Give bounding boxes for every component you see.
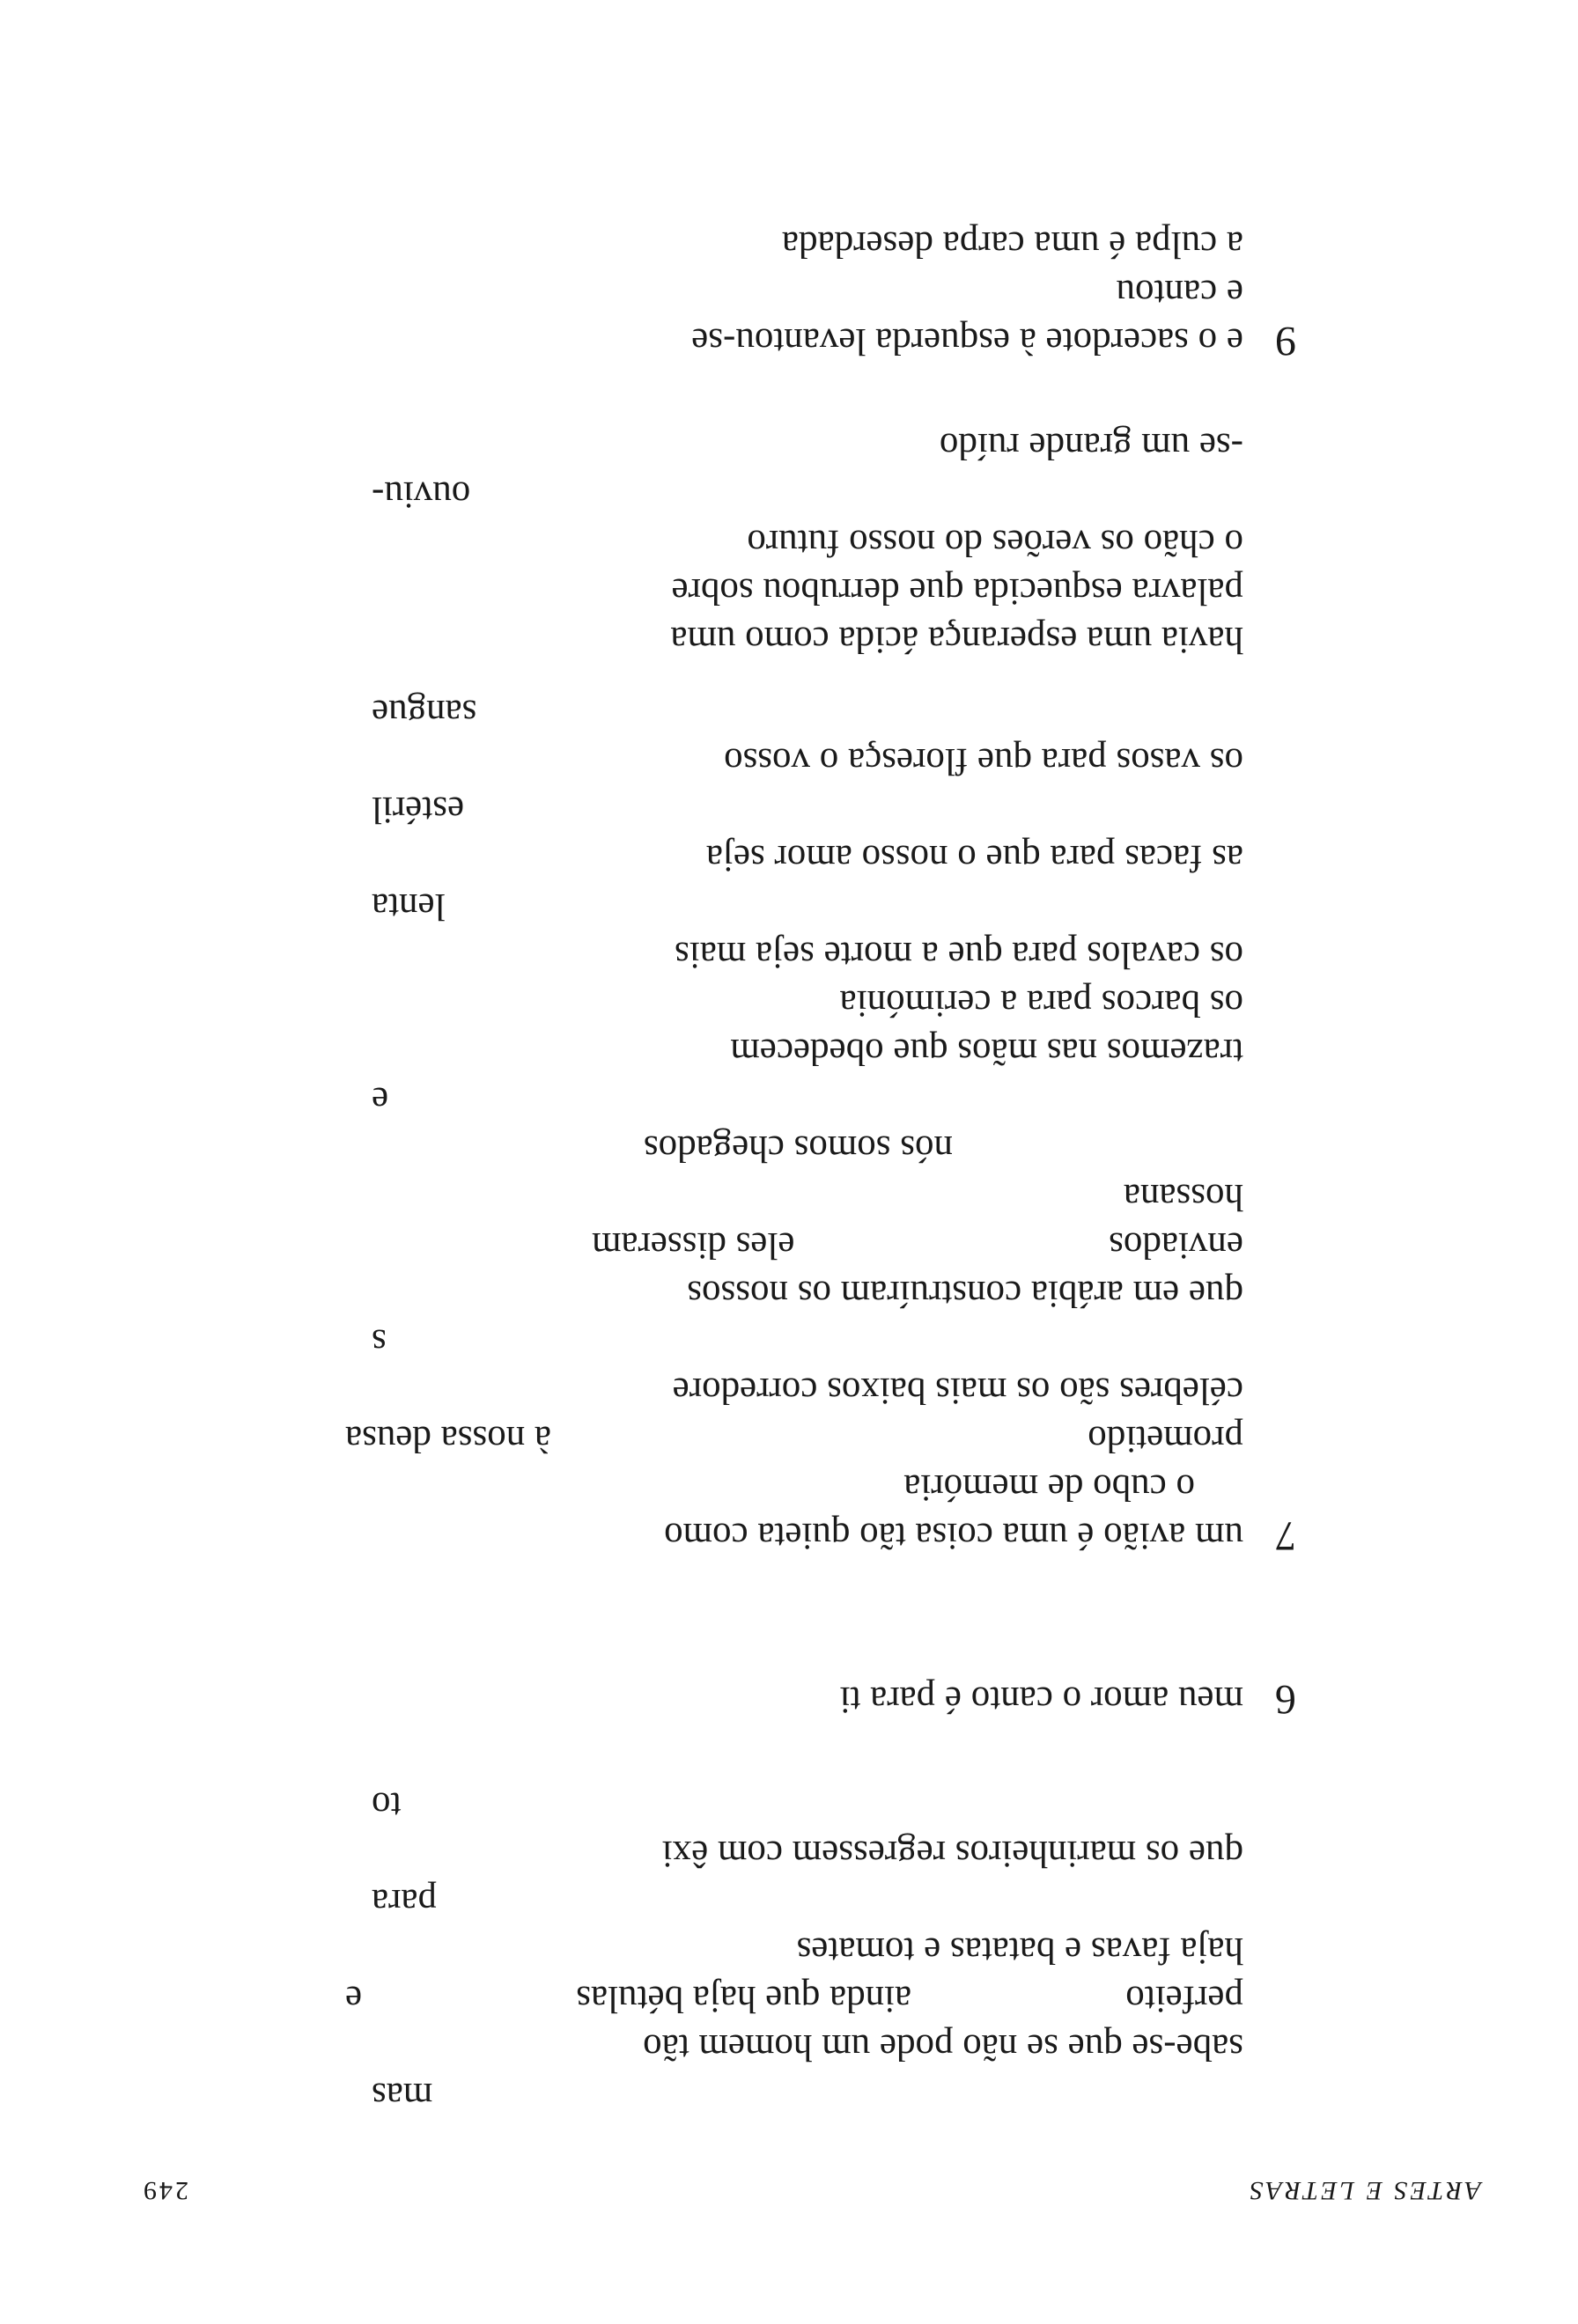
running-head: ARTES E LETRAS (1247, 2176, 1481, 2205)
poem-line: meu amor o canto é para ti (839, 1679, 1243, 1720)
poem-line: e o sacerdote à esquerda levantou-se (691, 320, 1243, 362)
poem-line: e cantou (1116, 272, 1243, 313)
poem-line: os vasos para que floresça o vosso (724, 740, 1243, 782)
poem-line: to (372, 1784, 402, 1826)
poem-line: que os marinheiros regressem com êxi (661, 1833, 1243, 1874)
poem-line: hossana (1123, 1176, 1243, 1217)
section-number: 6 (1275, 1676, 1296, 1723)
poem-line: sabe-se que se não pode um homem tão (643, 2026, 1243, 2068)
poem-line: e (372, 1079, 389, 1121)
poem-line: haja favas e batatas e tomates (796, 1930, 1243, 1971)
stanza-7 (345, 422, 1243, 1560)
line-fragment: prometido (1088, 1418, 1243, 1460)
poem-line: o chão os verões do nosso futuro (747, 522, 1243, 563)
poem-line: sangue (372, 692, 477, 733)
poem-line: palavra esquecida que derrubou sobre (671, 570, 1243, 612)
poem-line: ouviu- (372, 474, 471, 515)
poem-line: nós somos chegados (643, 1128, 953, 1169)
poem-line: os cavalos para que a morte seja mais (675, 934, 1243, 975)
poem-line (345, 1415, 1243, 1463)
line-fragment: perfeito (1125, 1978, 1243, 2019)
poem-line: trazemos nas mãos que obedecem (730, 1031, 1243, 1072)
stanza-9 (345, 220, 1243, 365)
poem-line (345, 1975, 1243, 2023)
poem-line: um avião é uma coisa tão quieta como (664, 1515, 1243, 1556)
poem-line: estéril (372, 789, 465, 830)
poem-line: -se um grande ruído (939, 425, 1243, 467)
poem-line: a culpa é uma carpa deserdada (781, 224, 1243, 265)
poem-line: lenta (372, 886, 446, 927)
poem-line: os barcos para a cerimónia (839, 982, 1243, 1024)
poem-line: o cubo de memória (903, 1467, 1195, 1508)
line-fragment: enviados (1109, 1225, 1243, 1266)
poem-line: mas (372, 2075, 433, 2116)
stanza-intro (345, 1781, 1243, 2120)
poem-line: célebres são os mais baixos corredore (672, 1370, 1243, 1411)
line-fragment: eles disseram (592, 1225, 795, 1266)
line-fragment: ainda que haja bétulas (576, 1978, 912, 2019)
poem-line: que em arábia construíram os nossos (687, 1273, 1243, 1314)
poem-line (592, 1221, 1243, 1269)
section-number: 9 (1275, 318, 1296, 364)
stanza-6 (345, 1675, 1243, 1724)
line-fragment: à nossa deusa (345, 1418, 552, 1460)
line-fragment: e (345, 1978, 363, 2019)
section-number: 7 (1275, 1512, 1296, 1559)
page-number: 249 (141, 2176, 188, 2205)
poem-line: as facas para que o nosso amor seja (705, 837, 1243, 879)
poem-line: s (372, 1321, 387, 1363)
poem-line: para (372, 1881, 437, 1923)
poem-line: havia uma esperança ácida como uma (670, 619, 1243, 660)
